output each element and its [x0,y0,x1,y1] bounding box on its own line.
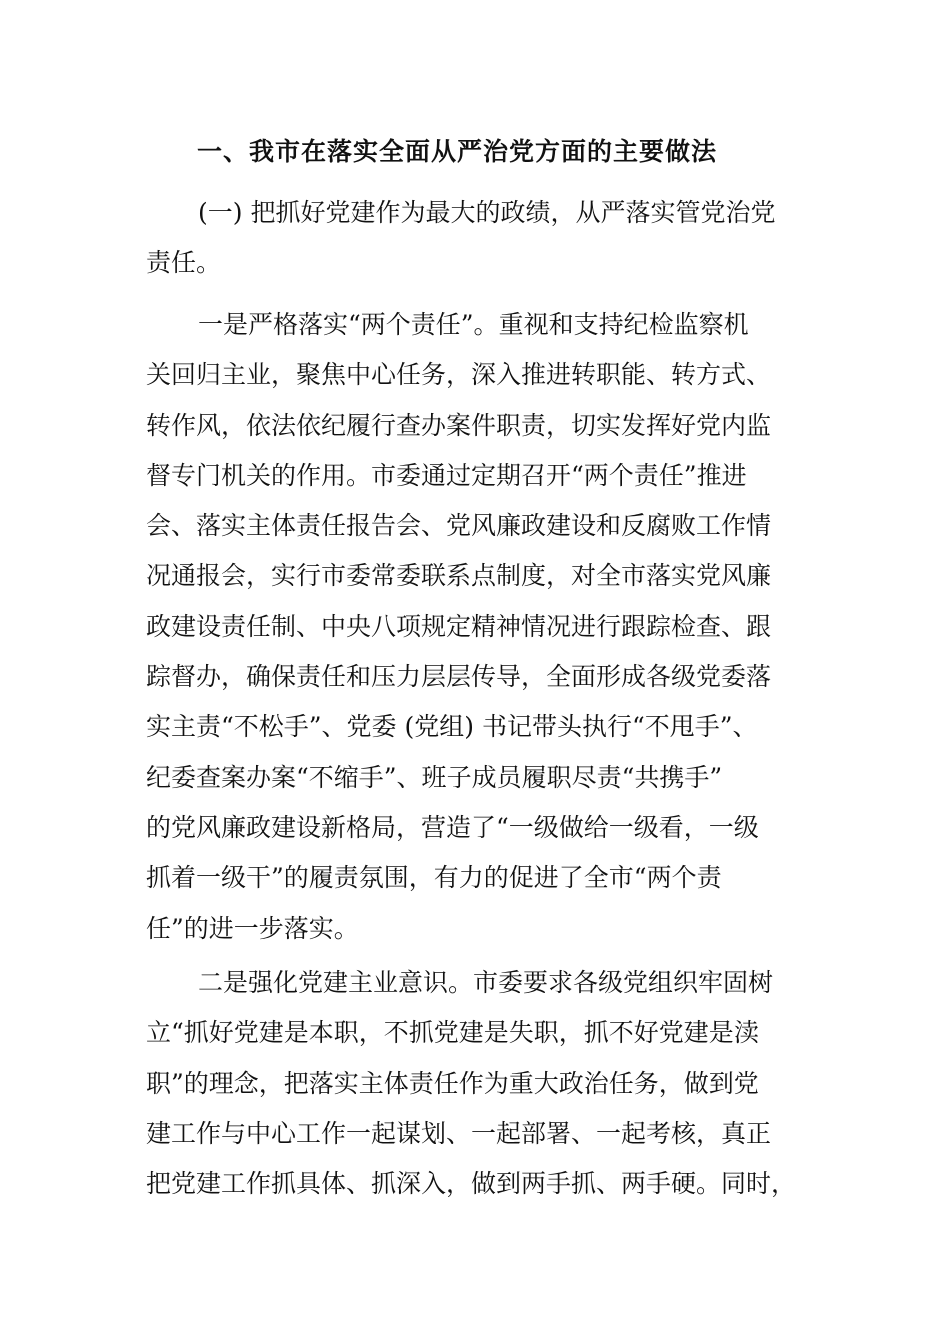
paragraph-line: 建工作与中心工作一起谋划、一起部署、一起考核，真正 [146,1118,772,1148]
paragraph-line: 一是严格落实“两个责任”。重视和支持纪检监察机 [198,310,749,339]
paragraph-line: 二是强化党建主业意识。市委要求各级党组织牢固树 [198,968,774,997]
paragraph-line: 任”的进一步落实。 [146,913,359,943]
paragraph-line: 职”的理念，把落实主体责任作为重大政治任务，做到党 [146,1068,759,1098]
paragraph-line: 会、落实主体责任报告会、党风廉政建设和反腐败工作情 [146,511,772,541]
paragraph-line: 抓着一级干”的履责氛围，有力的促进了全市“两个责 [146,863,722,893]
subheading-line: (一) 把抓好党建作为最大的政绩，从严落实管党治党 [198,198,776,227]
subheading-line: 责任。 [146,248,222,278]
paragraph-two-responsibilities [146,300,806,954]
section-heading: 一、我市在落实全面从严治党方面的主要做法 [197,137,718,166]
paragraph-line: 踪督办，确保责任和压力层层传导，全面形成各级党委落 [146,662,772,692]
paragraph-line: 督专门机关的作用。市委通过定期召开“两个责任”推进 [146,460,747,490]
paragraph-line: 的党风廉政建设新格局，营造了“一级做给一级看，一级 [146,812,759,842]
paragraph-party-building [146,958,806,1209]
paragraph-line: 政建设责任制、中央八项规定精神情况进行跟踪检查、跟 [146,611,772,641]
paragraph-line: 况通报会，实行市委常委联系点制度，对全市落实党风廉 [146,561,772,591]
paragraph-line: 关回归主业，聚焦中心任务，深入推进转职能、转方式、 [146,360,772,390]
paragraph-line: 立“抓好党建是本职，不抓党建是失职，抓不好党建是渎 [146,1018,759,1048]
subheading [146,188,806,289]
paragraph-line: 把党建工作抓具体、抓深入，做到两手抓、两手硬。同时， [146,1169,797,1199]
paragraph-line: 纪委查案办案“不缩手”、班子成员履职尽责“共携手” [146,762,723,792]
paragraph-line: 实主责“不松手”、党委 (党组) 书记带头执行“不甩手”、 [146,712,758,742]
paragraph-line: 转作风，依法依纪履行查办案件职责，切实发挥好党内监 [146,410,772,440]
